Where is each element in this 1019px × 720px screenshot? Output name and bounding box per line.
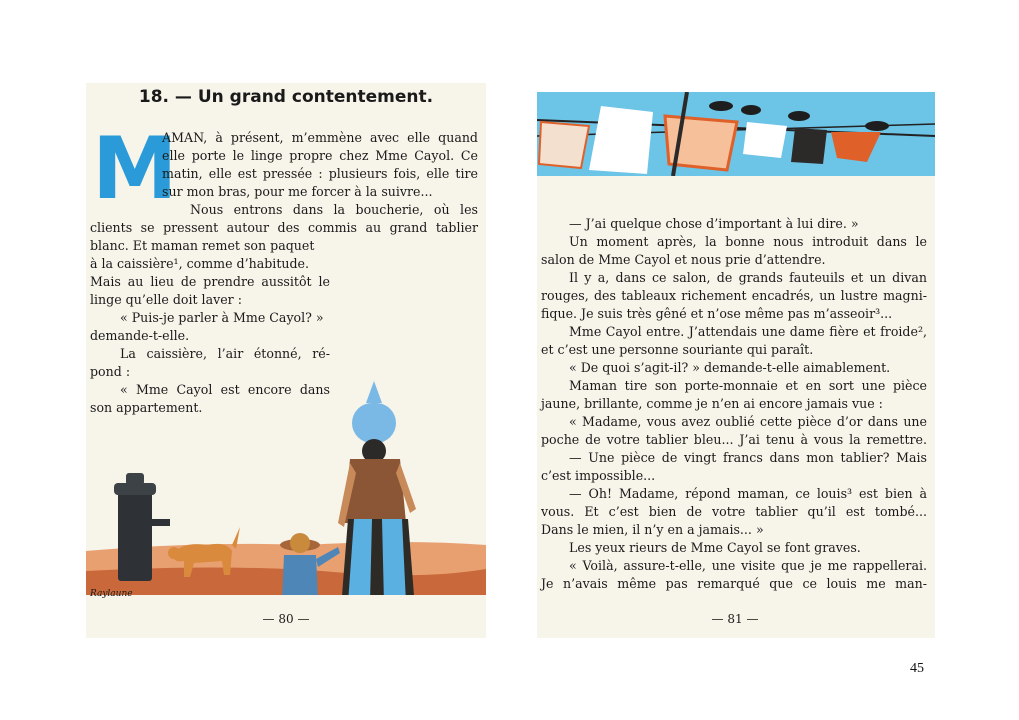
- text-line: Maman tire son porte-monnaie et en sort une pièce: [569, 378, 927, 393]
- right-book-page: [537, 92, 935, 638]
- text-line: fique. Je suis très gêné et n’ose même pas m’asseoir³...: [541, 306, 893, 321]
- text-line: — J’ai quelque chose d’important à lui dire. »: [569, 216, 859, 231]
- text-line: AMAN, à présent, m’emmène avec elle quand: [162, 130, 478, 145]
- text-line: La caissière, l’air étonné, ré-: [120, 346, 330, 361]
- text-line: poche de votre tablier bleu... J’ai tenu à vous la remettre.: [541, 432, 927, 447]
- text-line: « Madame, vous avez oublié cette pièce d’or dans une: [569, 414, 927, 429]
- text-line: Nous entrons dans la boucherie, où les: [190, 202, 478, 217]
- text-line: c’est impossible...: [541, 468, 656, 483]
- text-line: — Oh! Madame, répond maman, ce louis³ est bien à: [569, 486, 927, 501]
- text-line: Un moment après, la bonne nous introduit dans le: [569, 234, 927, 249]
- text-line: vous. Et c’est bien de votre tablier qu’il est tombé...: [541, 504, 927, 519]
- scan-page-number: 45: [910, 661, 924, 676]
- text-line: matin, elle est pressée : plusieurs fois, elle tire: [162, 166, 478, 181]
- text-line: linge qu’elle doit laver :: [90, 292, 242, 307]
- text-line: Je n’avais même pas remarqué que ce louis me man-: [541, 576, 927, 591]
- text-line: « Puis-je parler à Mme Cayol? »: [120, 310, 324, 325]
- illustrator-signature: Raylaune: [90, 589, 133, 599]
- clothesline-illustration: [537, 92, 935, 176]
- text-line: « Voilà, assure-t-elle, une visite que je me rappellerai.: [569, 558, 927, 573]
- text-line: clients se pressent autour des commis au grand tablier: [90, 220, 478, 235]
- text-line: Mais au lieu de prendre aussitôt le: [90, 274, 330, 289]
- text-line: et c’est une personne souriante qui paraît.: [541, 342, 814, 357]
- left-page-number: — 80 —: [262, 612, 310, 626]
- text-line: Dans le mien, il n’y en a jamais... »: [541, 522, 764, 537]
- text-line: elle porte le linge propre chez Mme Cayol. Ce: [162, 148, 478, 163]
- text-line: pond :: [90, 364, 131, 379]
- text-line: salon de Mme Cayol et nous prie d’attendre.: [541, 252, 826, 267]
- left-book-page: [86, 83, 486, 638]
- right-page-number: — 81 —: [711, 612, 759, 626]
- drop-cap-letter: M: [92, 119, 178, 219]
- text-line: sur mon bras, pour me forcer à la suivre...: [162, 184, 433, 199]
- chapter-title: 18. — Un grand contentement.: [138, 87, 434, 107]
- text-line: Mme Cayol entre. J’attendais une dame fière et froide²,: [569, 324, 927, 339]
- text-line: blanc. Et maman remet son paquet: [90, 238, 315, 253]
- text-line: demande-t-elle.: [90, 328, 190, 343]
- text-line: rouges, des tableaux richement encadrés, un lustre magni-: [541, 288, 927, 303]
- text-line: jaune, brillante, comme je n’en ai encore jamais vue :: [541, 396, 883, 411]
- text-line: « De quoi s’agit-il? » demande-t-elle aimablement.: [569, 360, 891, 375]
- mother-child-illustration: [86, 283, 486, 595]
- text-line: Les yeux rieurs de Mme Cayol se font graves.: [569, 540, 861, 555]
- text-line: « Mme Cayol est encore dans: [120, 382, 330, 397]
- text-line: — Une pièce de vingt francs dans mon tablier? Mais: [569, 450, 927, 465]
- text-line: Il y a, dans ce salon, de grands fauteuils et un divan: [569, 270, 927, 285]
- text-line: son appartement.: [90, 400, 203, 415]
- text-line: à la caissière¹, comme d’habitude.: [90, 256, 310, 271]
